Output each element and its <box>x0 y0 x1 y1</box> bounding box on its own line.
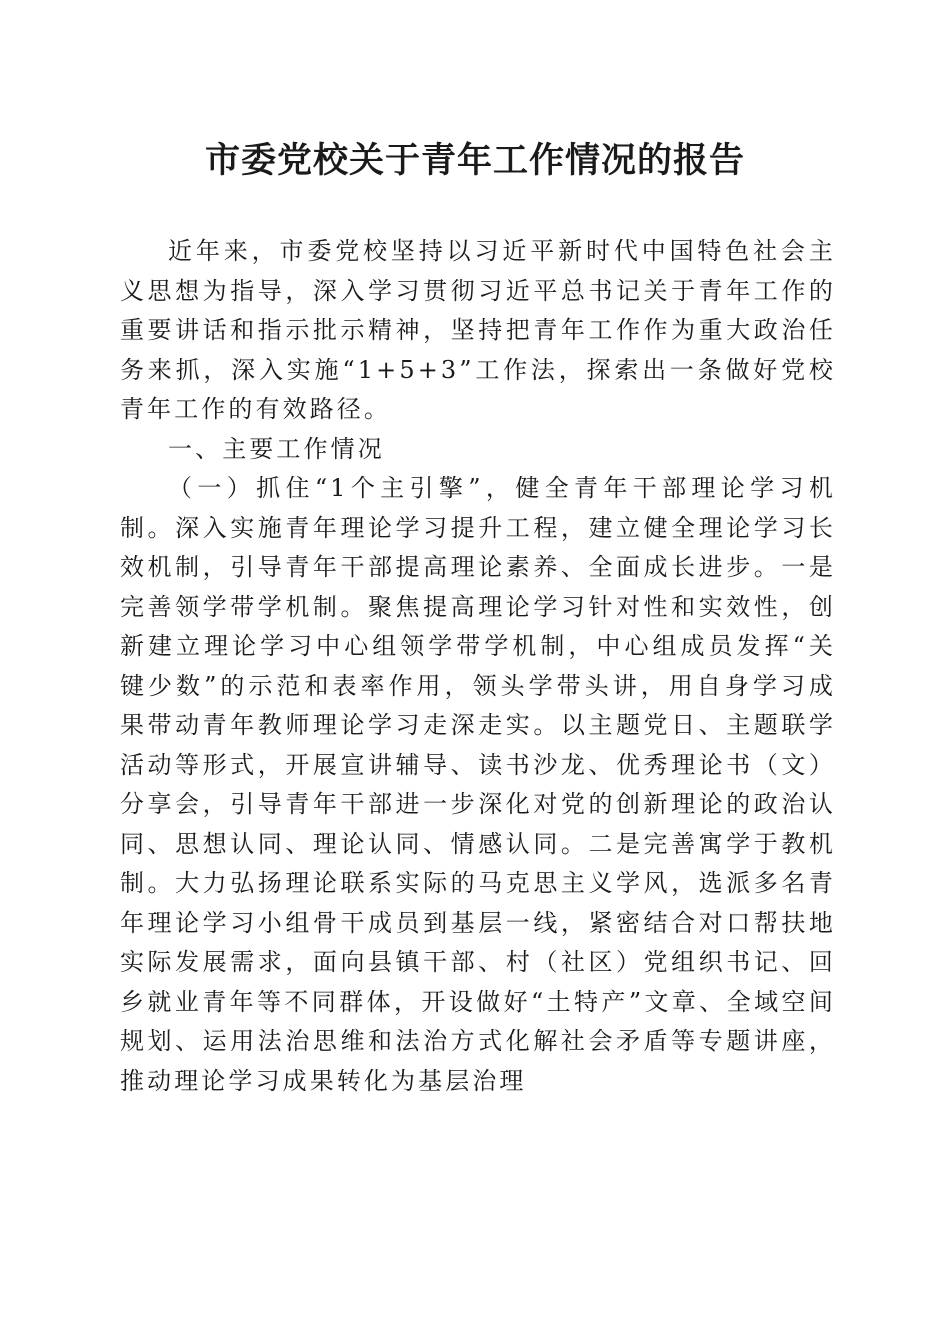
document-body <box>120 232 836 1101</box>
document-title: 市委党校关于青年工作情况的报告 <box>204 140 745 181</box>
body-paragraph: （一）抓住“1个主引擎”，健全青年干部理论学习机制。深入实施青年理论学习提升工程，建立健全理论学习长效机制，引导青年干部提高理论素养、全面成长进步。一是完善领学带学机制。聚焦提高理论学习针对性和实效性，创新建立理论学习中心组领学带学机制，中心组成员发挥“关键少数”的示范和表率作用，领头学带头讲，用自身学习成果带动青年教师理论学习走深走实。以主题党日、主题联学活动等形式，开展宣讲辅导、读书沙龙、优秀理论书（文）分享会，引导青年干部进一步深化对党的创新理论的政治认同、思想认同、理论认同、情感认同。二是完善寓学于教机制。大力弘扬理论联系实际的马克思主义学风，选派多名青年理论学习小组骨干成员到基层一线，紧密结合对口帮扶地实际发展需求，面向县镇干部、村（社区）党组织书记、回乡就业青年等不同群体，开设做好“土特产”文章、全域空间规划、运用法治思维和法治方式化解社会矛盾等专题讲座，推动理论学习成果转化为基层治理 <box>120 474 836 1095</box>
section-heading: 一、主要工作情况 <box>168 434 385 463</box>
intro-paragraph: 近年来，市委党校坚持以习近平新时代中国特色社会主义思想为指导，深入学习贯彻习近平总书记关于青年工作的重要讲话和指示批示精神，坚持把青年工作作为重大政治任务来抓，深入实施“1+5+3”工作法，探索出一条做好党校青年工作的有效路径。 <box>120 237 836 423</box>
